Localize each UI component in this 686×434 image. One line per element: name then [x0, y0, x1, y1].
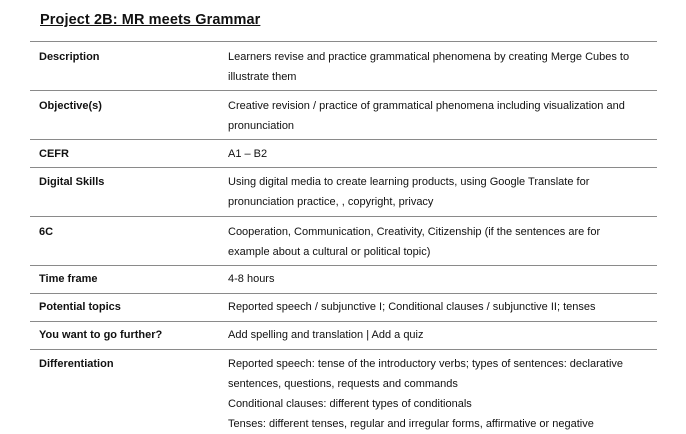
- row-value-line: Creative revision / practice of grammatical phenomena including visualization and: [228, 96, 657, 116]
- row-value-line: Reported speech: tense of the introductory verbs; types of sentences: declarative: [228, 354, 657, 374]
- table-row-digital-skills: [30, 168, 657, 217]
- row-label-differentiation: Differentiation: [30, 350, 221, 434]
- row-value-line: illustrate them: [228, 67, 657, 87]
- row-value-cefr: [221, 140, 657, 168]
- table-row-description: [30, 42, 657, 91]
- row-value-6c: [221, 217, 657, 266]
- row-value-objectives: [221, 91, 657, 140]
- row-value-line: Tenses: different tenses, regular and irregular forms, affirmative or negative: [228, 414, 657, 434]
- row-value-line: Conditional clauses: different types of conditionals: [228, 394, 657, 414]
- row-value-line: Reported speech / subjunctive I; Conditional clauses / subjunctive II; tenses: [228, 297, 657, 317]
- table-row-go-further: [30, 322, 657, 350]
- row-value-line: pronunciation: [228, 116, 657, 136]
- row-value-digital-skills: [221, 168, 657, 217]
- row-value-differentiation: [221, 350, 657, 434]
- row-value-line: 4-8 hours: [228, 269, 657, 289]
- row-value-line: Cooperation, Communication, Creativity, Citizenship (if the sentences are for: [228, 222, 657, 242]
- row-label-go-further: You want to go further?: [30, 322, 221, 350]
- project-table: [30, 41, 657, 434]
- row-value-time-frame: [221, 266, 657, 294]
- row-label-digital-skills: Digital Skills: [30, 168, 221, 217]
- row-label-cefr: CEFR: [30, 140, 221, 168]
- row-value-go-further: [221, 322, 657, 350]
- table-row-objectives: [30, 91, 657, 140]
- row-value-line: Learners revise and practice grammatical phenomena by creating Merge Cubes to: [228, 47, 657, 67]
- row-value-line: pronunciation practice, , copyright, privacy: [228, 192, 657, 212]
- row-value-line: A1 – B2: [228, 144, 657, 164]
- row-value-description: [221, 42, 657, 91]
- document-title: Project 2B: MR meets Grammar: [40, 12, 260, 28]
- row-value-line: example about a cultural or political topic): [228, 242, 657, 262]
- row-label-6c: 6C: [30, 217, 221, 266]
- row-label-potential-topics: Potential topics: [30, 294, 221, 322]
- table-row-potential-topics: [30, 294, 657, 322]
- table-row-differentiation: [30, 350, 657, 434]
- row-value-line: sentences, questions, requests and commands: [228, 374, 657, 394]
- table-row-time-frame: [30, 266, 657, 294]
- row-value-line: Add spelling and translation | Add a quiz: [228, 325, 657, 345]
- row-value-line: Using digital media to create learning products, using Google Translate for: [228, 172, 657, 192]
- table-row-6c: [30, 217, 657, 266]
- table-row-cefr: [30, 140, 657, 168]
- row-label-time-frame: Time frame: [30, 266, 221, 294]
- row-label-objectives: Objective(s): [30, 91, 221, 140]
- row-label-description: Description: [30, 42, 221, 91]
- row-value-potential-topics: [221, 294, 657, 322]
